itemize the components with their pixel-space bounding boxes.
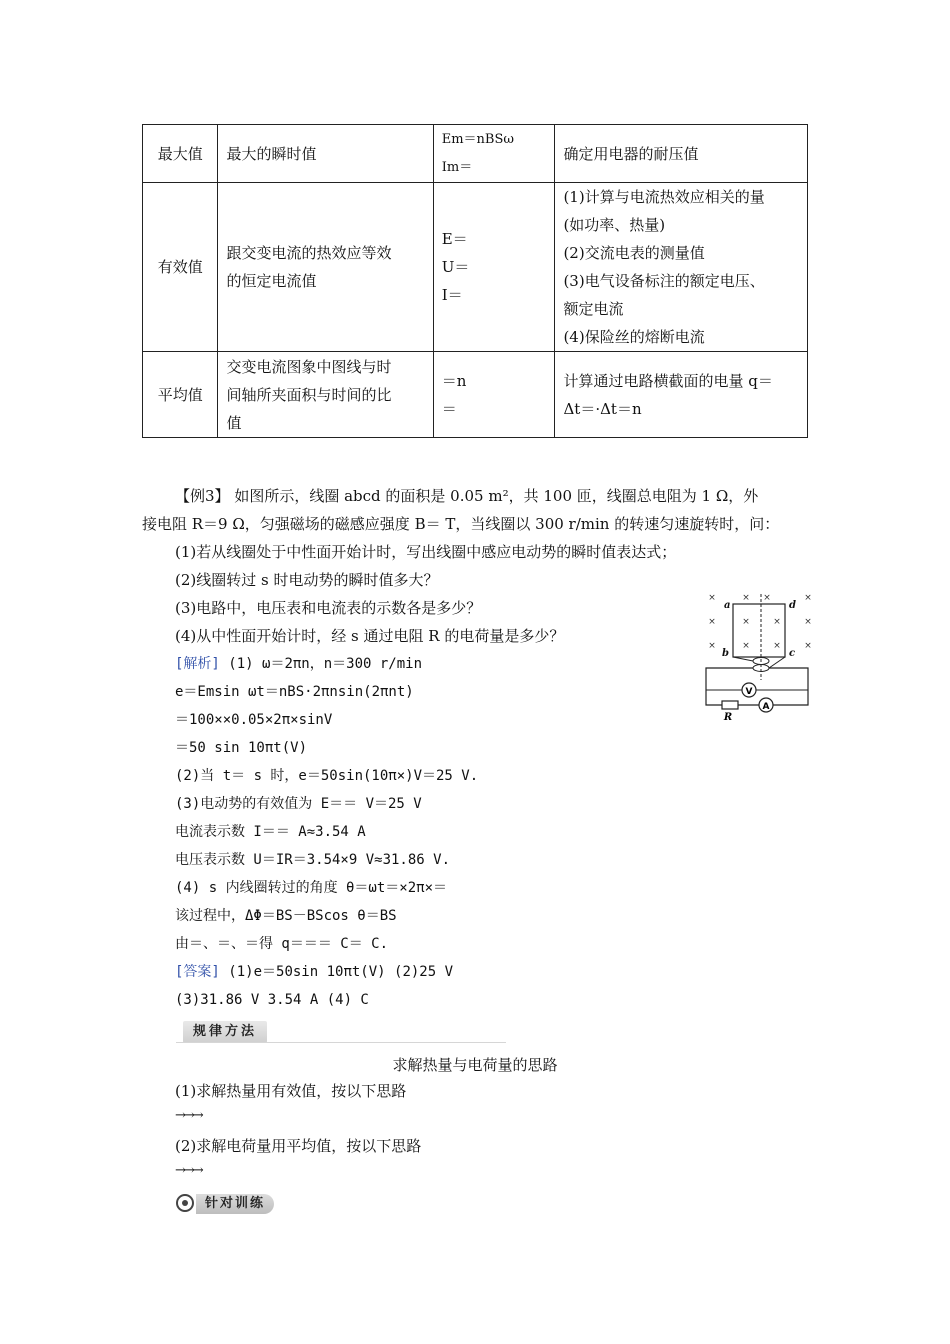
- table-row: [143, 125, 808, 183]
- formula-line: ＝: [441, 399, 457, 418]
- row-name: 有效值: [143, 183, 218, 352]
- formula-line: U＝: [441, 258, 470, 276]
- label-b: b: [722, 648, 729, 659]
- formula-line: E＝: [441, 230, 468, 248]
- row-formula: [433, 183, 555, 352]
- analysis-line: ＝50 sin 10πt(V): [175, 740, 308, 756]
- meaning-line: 跟交变电流的热效应等效: [226, 244, 392, 262]
- analysis-line: 该过程中，ΔΦ＝BS－BScos θ＝BS: [175, 908, 397, 924]
- formula-line: Em＝nBSω: [441, 131, 514, 147]
- training-label: 针对训练: [196, 1194, 274, 1214]
- application-line: (3)电气设备标注的额定电压、: [563, 272, 765, 290]
- formula-line: I＝: [441, 286, 463, 304]
- field-mark: ×: [773, 641, 781, 651]
- flow-arrows: →→→: [175, 1163, 202, 1178]
- row-name: 最大值: [143, 125, 218, 183]
- table-row: [143, 183, 808, 352]
- answer-tag: [答案]: [175, 964, 220, 980]
- application-line: 额定电流: [563, 300, 624, 318]
- field-mark: ×: [742, 617, 750, 627]
- field-mark: ×: [804, 641, 812, 651]
- application-line: (4)保险丝的熔断电流: [563, 328, 705, 346]
- example-intro-line: [175, 486, 758, 506]
- analysis-line: (3)电动势的有效值为 E＝＝ V＝25 V: [175, 796, 422, 812]
- method-item: (2)求解电荷量用平均值，按以下思路: [175, 1137, 422, 1155]
- example-tag: 【例3】: [175, 487, 230, 505]
- row-application: [555, 352, 808, 438]
- row-meaning: 最大的瞬时值: [218, 125, 433, 183]
- voltmeter-label: V: [745, 687, 753, 697]
- label-d: d: [789, 600, 796, 611]
- field-mark: ×: [742, 641, 750, 651]
- field-mark: ×: [708, 641, 716, 651]
- analysis-line: (4) s 内线圈转过的角度 θ＝ωt＝×2π×＝: [175, 880, 448, 896]
- row-formula: [433, 352, 555, 438]
- external-circuit: [706, 668, 808, 705]
- field-mark: ×: [708, 593, 716, 603]
- formula-line: ＝n: [441, 371, 467, 390]
- formula-line: Im＝: [441, 159, 473, 175]
- application-line: (如功率、热量): [563, 216, 666, 234]
- application-line: 计算通过电路横截面的电量 q＝: [563, 371, 773, 390]
- meaning-line: 交变电流图象中图线与时: [226, 357, 392, 376]
- row-formula: [433, 125, 555, 183]
- analysis-first-line: [175, 654, 422, 674]
- analysis-line: ＝100××0.05×2π×sinV: [175, 712, 333, 728]
- analysis-tag: [解析]: [175, 656, 220, 672]
- answer-text: (1)e＝50sin 10πt(V) (2)25 V: [228, 964, 454, 980]
- analysis-line: e＝Emsin ωt＝nBS·2πnsin(2πnt): [175, 684, 414, 700]
- row-application: [555, 183, 808, 352]
- flow-arrows: →→→: [175, 1108, 202, 1123]
- answer-line-2: (3)31.86 V 3.54 A (4) C: [175, 992, 369, 1008]
- resistor-icon: [722, 701, 738, 709]
- field-mark: ×: [804, 617, 812, 627]
- method-badge: 规律方法: [183, 1021, 267, 1043]
- method-title: 求解热量与电荷量的思路: [392, 1056, 558, 1074]
- row-meaning: [218, 183, 433, 352]
- question-item: (2)线圈转过 s 时电动势的瞬时值多大？: [175, 571, 439, 589]
- meaning-line: 间轴所夹面积与时间的比: [226, 385, 392, 404]
- field-mark: ×: [773, 617, 781, 627]
- field-mark: ×: [708, 617, 716, 627]
- application-line: Δt＝·Δt＝n: [563, 399, 642, 418]
- ammeter-label: A: [762, 702, 770, 712]
- label-a: a: [724, 600, 731, 611]
- meaning-line: 值: [226, 413, 242, 432]
- table-row: [143, 352, 808, 438]
- question-item: (4)从中性面开始计时，经 s 通过电阻 R 的电荷量是多少？: [175, 627, 565, 645]
- method-item: (1)求解热量用有效值，按以下思路: [175, 1082, 407, 1100]
- resistor-label: R: [723, 712, 733, 722]
- question-item: (3)电路中，电压表和电流表的示数各是多少？: [175, 599, 482, 617]
- field-mark: ×: [763, 593, 771, 603]
- field-mark: ×: [742, 593, 750, 603]
- analysis-text: (1) ω＝2πn，n＝300 r/min: [228, 656, 423, 672]
- analysis-line: 电压表示数 U＝IR＝3.54×9 V≈31.86 V.: [175, 852, 451, 868]
- analysis-line: 由＝、＝、＝得 q＝＝＝ C＝ C.: [175, 936, 389, 952]
- analysis-line: 电流表示数 I＝＝ A≈3.54 A: [175, 824, 366, 840]
- meaning-line: 的恒定电流值: [226, 272, 317, 290]
- application-line: (1)计算与电流热效应相关的量: [563, 188, 765, 206]
- lead-wire: [769, 657, 785, 668]
- answer-line: [175, 962, 453, 982]
- training-badge: [176, 1193, 276, 1215]
- row-meaning: [218, 352, 433, 438]
- label-c: c: [789, 648, 796, 659]
- field-mark: ×: [804, 593, 812, 603]
- application-line: (2)交流电表的测量值: [563, 244, 705, 262]
- target-icon: [176, 1194, 194, 1212]
- question-item: (1)若从线圈处于中性面开始计时，写出线圈中感应电动势的瞬时值表达式；: [175, 543, 677, 561]
- row-application: 确定用电器的耐压值: [555, 125, 808, 183]
- coil-circuit-figure: [700, 592, 820, 722]
- example-intro-text: 如图所示，线圈 abcd 的面积是 0.05 m²，共 100 匝，线圈总电阻为 1 Ω，外: [234, 487, 759, 505]
- divider: [176, 1042, 506, 1043]
- ac-values-table: [142, 124, 808, 438]
- analysis-line: (2)当 t＝ s 时，e＝50sin(10π×)V＝25 V.: [175, 768, 479, 784]
- example-intro-line-2: 接电阻 R＝9 Ω，匀强磁场的磁感应强度 B＝ T，当线圈以 300 r/min 的转速匀速旋转时，问：: [142, 515, 780, 533]
- row-name: 平均值: [143, 352, 218, 438]
